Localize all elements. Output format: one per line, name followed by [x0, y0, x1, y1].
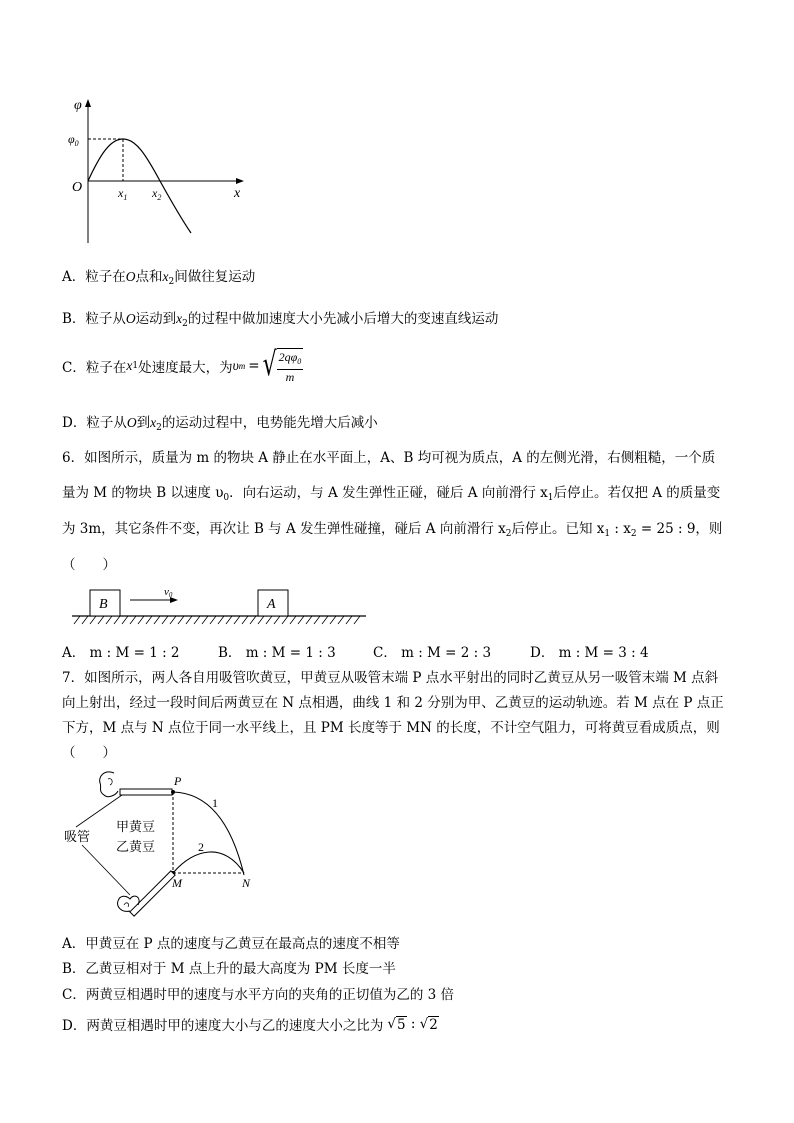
q5-option-b[interactable]	[62, 307, 498, 329]
q7-figure	[60, 765, 280, 925]
x-axis-arrow	[236, 178, 244, 184]
q5b-x: x	[176, 311, 183, 326]
x-axis-label: x	[234, 186, 241, 201]
q7-line1: 7．如图所示，两人各自用吸管吹黄豆，甲黄豆从吸管末端 P 点水平射出的同时乙黄豆从另一吸管末端 M 点斜	[62, 670, 719, 686]
q5d-o: O	[126, 415, 137, 430]
q7d-pre: D．两黄豆相遇时甲的速度大小与乙的速度大小之比为	[62, 1018, 384, 1034]
q5a-mid: 点和	[135, 269, 163, 285]
q5d-x: x	[150, 415, 157, 430]
q6-l2-post: 后停止。若仅把 A 的质量变	[553, 485, 721, 501]
upper-ear-icon	[108, 779, 112, 785]
q5c-mid: 处速度最大，为	[138, 360, 233, 376]
q6-l3-sub: 2	[505, 529, 512, 539]
q5a-post: 间做往复运动	[174, 269, 256, 285]
q7-line3: 下方，M 点与 N 点位于同一水平线上，且 PM 长度等于 MN 的长度，不计空气阻力，可将黄豆看成质点，则	[62, 720, 720, 736]
q7-option-b[interactable]: B．乙黄豆相对于 M 点上升的最大高度为 PM 长度一半	[62, 961, 396, 977]
q6-line3	[62, 517, 722, 539]
q6-l2-mid: ．向右运动，与 A 发生弹性正碰，碰后 A 向前滑行 x	[229, 485, 548, 501]
q6-line2	[62, 481, 720, 503]
potential-graph	[60, 95, 260, 250]
q6-option-d[interactable]: D． m : M = 3 : 4	[530, 645, 649, 661]
q5c-pre: C．粒子在	[62, 360, 127, 376]
label-n: N	[242, 876, 251, 890]
upper-head-icon	[100, 772, 118, 797]
q6-l3-mid: 后停止。已知 x	[511, 521, 605, 537]
q5c-den: m	[285, 370, 295, 384]
lower-ear-icon	[124, 903, 129, 907]
q6-l3-colon: : x	[610, 521, 631, 537]
x1-label: $x_1$	[118, 186, 128, 202]
q5b-pre: B．粒子从	[62, 311, 126, 327]
q7d-colon: :	[406, 1016, 420, 1032]
q6-l3-sub3: 2	[630, 529, 637, 539]
q6-figure	[70, 580, 370, 630]
q6-option-a[interactable]: A． m : M = 1 : 2	[62, 645, 180, 661]
q5a-pre: A．粒子在	[62, 269, 126, 285]
velocity-label: v0	[164, 586, 173, 599]
origin-label: O	[72, 180, 83, 195]
q7-line2: 向上射出，经过一段时间后两黄豆在 N 点相遇，曲线 1 和 2 分别为甲、乙黄豆的运动轨迹。若 M 点在 P 点正	[62, 695, 724, 711]
q5-option-c[interactable]	[62, 348, 303, 384]
q5d-pre: D．粒子从	[62, 415, 127, 431]
q5b-mid: 运动到	[135, 311, 177, 327]
q5b-post: 的过程中做加速度大小先减小后增大的变速直线运动	[187, 311, 499, 327]
trajectory-2	[173, 852, 244, 873]
q5-option-d[interactable]	[62, 411, 378, 433]
q5c-x: x	[126, 358, 133, 373]
q6-line1: 6．如图所示，质量为 m 的物块 A 静止在水平面上，A、B 均可视为质点，A 的左侧光滑，右侧粗糙，一个质	[62, 450, 716, 466]
block-b-label: B	[99, 597, 108, 612]
q6-option-c[interactable]: C． m : M = 2 : 3	[373, 645, 492, 661]
label-curve-1: 1	[212, 796, 218, 810]
q6-paren: （ ）	[62, 557, 116, 573]
q5c-sqrt: √ $\frac{2q\varphi_0}{m}$	[262, 346, 302, 384]
label-jia: 甲黄豆	[116, 819, 156, 834]
q5c-num: 2qφ	[278, 350, 298, 364]
q5d-sub: 2	[156, 423, 162, 433]
q5c-sub: 1	[132, 361, 139, 371]
q7d-root-b: 2	[429, 1016, 438, 1033]
q5c-vsub: m	[238, 361, 246, 371]
ground-hatch	[74, 616, 360, 624]
lower-straw	[130, 871, 175, 916]
q7-paren: （ ）	[62, 745, 116, 761]
upper-straw	[120, 789, 172, 795]
q5d-mid: 到	[136, 415, 151, 431]
label-yi: 乙黄豆	[116, 839, 156, 854]
phi0-label: $\varphi_0$	[68, 132, 79, 148]
block-a-label: A	[267, 597, 276, 612]
q5b-o: O	[125, 311, 136, 326]
y-axis-arrow	[85, 99, 91, 107]
q5a-x: x	[162, 269, 169, 284]
q6-l3-post: = 25 : 9，则	[636, 521, 723, 537]
q5a-sub: 2	[168, 277, 175, 287]
q5c-eq: =	[248, 358, 260, 374]
label-m: M	[172, 876, 182, 890]
q5a-o: O	[125, 269, 136, 284]
q7d-root-a: 5	[396, 1016, 406, 1033]
label-p: P	[174, 774, 182, 788]
q6-l2-sub: 0	[223, 493, 230, 503]
label-straw: 吸管	[64, 829, 91, 844]
q7-option-a[interactable]: A．甲黄豆在 P 点的速度与乙黄豆在最高点的速度不相等	[62, 936, 400, 952]
q5c-v: υ	[232, 358, 239, 373]
q5b-sub: 2	[182, 319, 188, 329]
q6-l2-sub2: 1	[547, 493, 554, 503]
q6-option-b[interactable]: B． m : M = 1 : 3	[218, 645, 336, 661]
q6-l2-pre: 量为 M 的物块 B 以速度 υ	[62, 485, 224, 501]
q5c-num-sub: 0	[297, 357, 302, 366]
label-curve-2: 2	[198, 840, 204, 854]
x2-label: $x_2$	[152, 186, 162, 202]
y-label: φ	[74, 98, 82, 113]
q5c-frac	[277, 350, 304, 384]
q7-option-d[interactable]: D．两黄豆相遇时甲的速度大小与乙的速度大小之比为 √ 5 : √ 2	[62, 1016, 438, 1034]
q7-option-c[interactable]: C．两黄豆相遇时甲的速度与水平方向的夹角的正切值为乙的 3 倍	[62, 987, 455, 1003]
q6-l3-pre: 为 3m，其它条件不变，再次让 B 与 A 发生弹性碰撞，碰后 A 向前滑行 x	[62, 521, 506, 537]
potential-curve	[88, 139, 191, 233]
q6-l3-sub2: 1	[604, 529, 611, 539]
q5d-post: 的运动过程中，电势能先增大后减小	[161, 415, 378, 431]
q5-option-a[interactable]	[62, 265, 255, 287]
